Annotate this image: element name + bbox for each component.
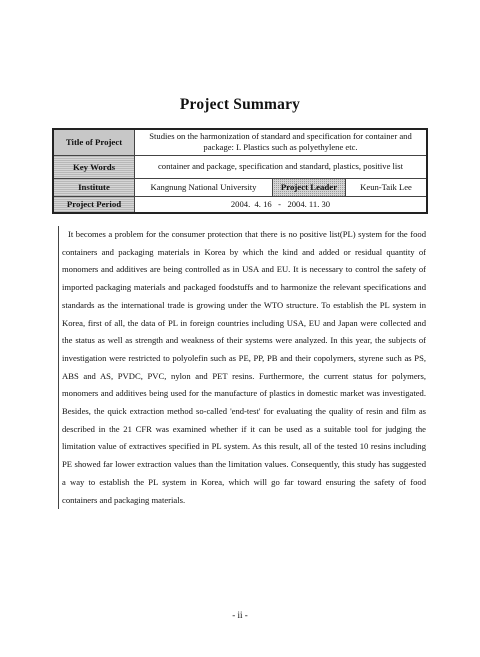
title-of-project-value: Studies on the harmonization of standard and specification for container and package: I. Plastics such as polyethylene etc. — [135, 129, 428, 155]
institute-label: Institute — [53, 178, 135, 196]
table-row-title — [53, 129, 427, 155]
project-period-value: 2004. 4. 16 - 2004. 11. 30 — [135, 196, 428, 213]
table-row-period — [53, 196, 427, 213]
summary-body — [58, 226, 426, 509]
project-period-label: Project Period — [53, 196, 135, 213]
table-row-institute — [53, 178, 427, 196]
project-leader-value: Keun-Taik Lee — [346, 178, 428, 196]
summary-paragraph: It becomes a problem for the consumer protection that there is no positive list(PL) system for the food containers and packaging materials in Korea by which the kind and added or residual quantity of monomers and additives are being controlled as in USA and EU. It is necessary to control the safety of imported packaging materials and packaged foodstuffs and to harmonize the relevant specifications and standards as the international trade is growing under the WTO structure. To establish the PL system in Korea, first of all, the data of PL in foreign countries including USA, EU and Japan were collected and the status as well as strength and weakness of their systems were analyzed. In this year, the subjects of investigation were restricted to polyolefin such as PE, PP, PB and their copolymers, styrene such as PS, ABS and AS, PVDC, PVC, nylon and PET resins. Furthermore, the current status for polymers, monomers and additives being used for the manufacture of plastics in domestic market was investigated. Besides, the quick extraction method so-called 'end-test' for evaluating the quality of resin and film as described in the 21 CFR was examined whether if it can be used as a suitable tool for judging the limitation value of extractives specified in PL system. As this result, all of the tested 10 resins including PE showed far lower extraction values than the limitation values. Consequently, this study has suggested a way to establish the PL system in Korea, which will go far toward ensuring the safety of food containers and packaging materials. — [62, 229, 426, 505]
key-words-value: container and package, specification and standard, plastics, positive list — [135, 155, 428, 178]
page-title: Project Summary — [179, 96, 301, 113]
project-info-table — [52, 128, 428, 214]
institute-value: Kangnung National University — [135, 178, 273, 196]
page-number: - ii - — [232, 610, 248, 620]
project-leader-label: Project Leader — [273, 178, 346, 196]
title-of-project-label: Title of Project — [53, 129, 135, 155]
table-row-keywords — [53, 155, 427, 178]
key-words-label: Key Words — [53, 155, 135, 178]
